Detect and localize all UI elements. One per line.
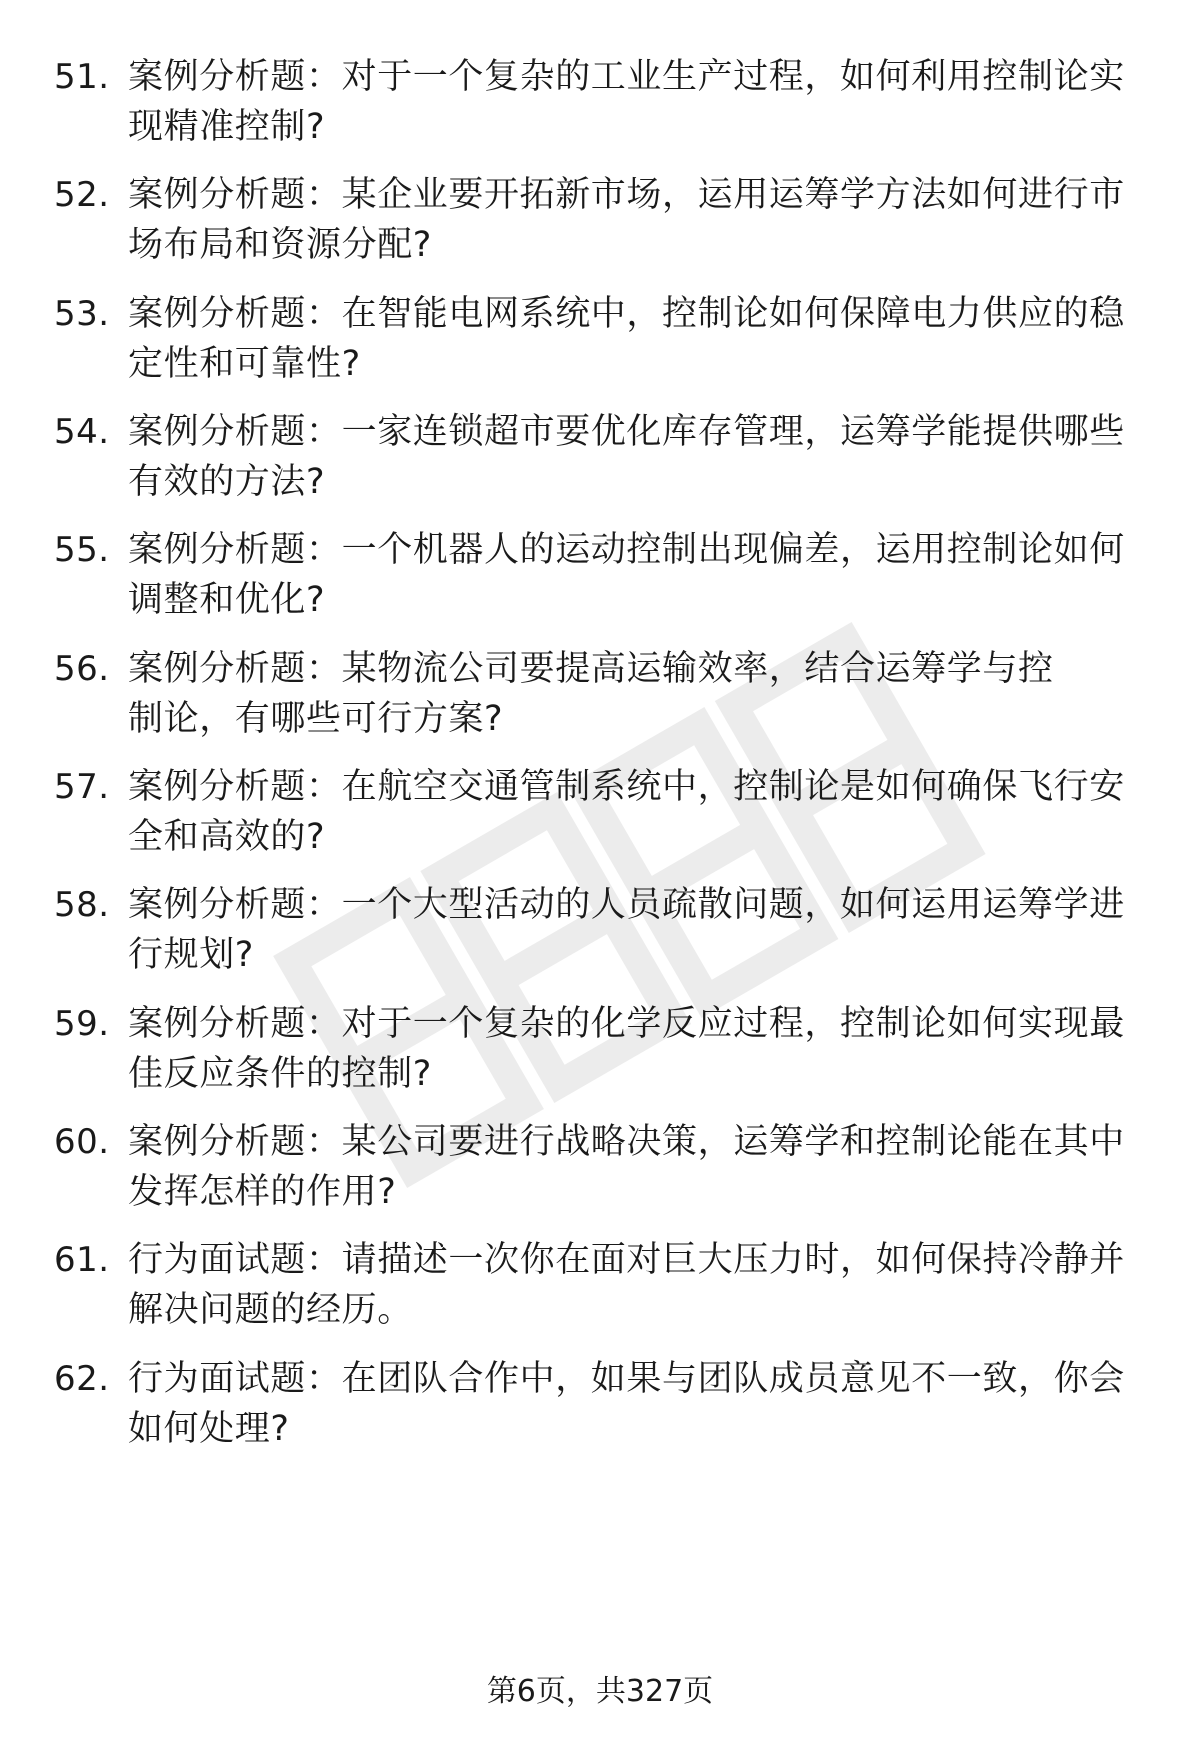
question-number: 62. — [54, 1359, 110, 1399]
list-item — [0, 762, 1200, 862]
question-number: 60. — [54, 1122, 110, 1162]
question-text: 案例分析题：某公司要进行战略决策，运筹学和控制论能在其中发挥怎样的作用? — [128, 1122, 1125, 1212]
question-number: 52. — [54, 175, 110, 215]
question-number: 51. — [54, 57, 110, 97]
list-item — [0, 880, 1200, 980]
question-number: 61. — [54, 1240, 110, 1280]
question-number: 59. — [54, 1004, 110, 1044]
page-footer: 第6页，共327页 — [486, 1674, 714, 1709]
question-text: 案例分析题：一家连锁超市要优化库存管理，运筹学能提供哪些有效的方法? — [128, 412, 1125, 502]
list-item — [0, 644, 1200, 744]
list-item — [0, 999, 1200, 1099]
question-text: 案例分析题：某企业要开拓新市场，运用运筹学方法如何进行市场布局和资源分配? — [128, 175, 1125, 265]
list-item — [0, 1117, 1200, 1217]
question-number: 57. — [54, 767, 110, 807]
question-text: 案例分析题：在智能电网系统中，控制论如何保障电力供应的稳定性和可靠性? — [128, 294, 1125, 384]
list-item — [0, 525, 1200, 625]
list-item — [0, 52, 1200, 152]
list-item — [0, 1235, 1200, 1335]
question-text: 案例分析题：某物流公司要提高运输效率，结合运筹学与控制论，有哪些可行方案? — [128, 649, 1054, 739]
question-text: 案例分析题：对于一个复杂的化学反应过程，控制论如何实现最佳反应条件的控制? — [128, 1004, 1125, 1094]
question-text: 行为面试题：在团队合作中，如果与团队成员意见不一致，你会如何处理? — [128, 1359, 1125, 1449]
list-item — [0, 1354, 1200, 1454]
question-number: 56. — [54, 649, 110, 689]
question-number: 58. — [54, 885, 110, 925]
list-item — [0, 407, 1200, 507]
question-text: 行为面试题：请描述一次你在面对巨大压力时，如何保持冷静并解决问题的经历。 — [128, 1240, 1125, 1330]
watermark-logo — [240, 520, 1140, 1220]
question-text: 案例分析题：一个机器人的运动控制出现偏差，运用控制论如何调整和优化? — [128, 530, 1125, 620]
list-item — [0, 289, 1200, 389]
question-text: 案例分析题：一个大型活动的人员疏散问题，如何运用运筹学进行规划? — [128, 885, 1125, 975]
list-item — [0, 170, 1200, 270]
question-text: 案例分析题：对于一个复杂的工业生产过程，如何利用控制论实现精准控制? — [128, 57, 1125, 147]
question-number: 53. — [54, 294, 110, 334]
question-number: 55. — [54, 530, 110, 570]
question-text: 案例分析题：在航空交通管制系统中，控制论是如何确保飞行安全和高效的? — [128, 767, 1125, 857]
question-number: 54. — [54, 412, 110, 452]
